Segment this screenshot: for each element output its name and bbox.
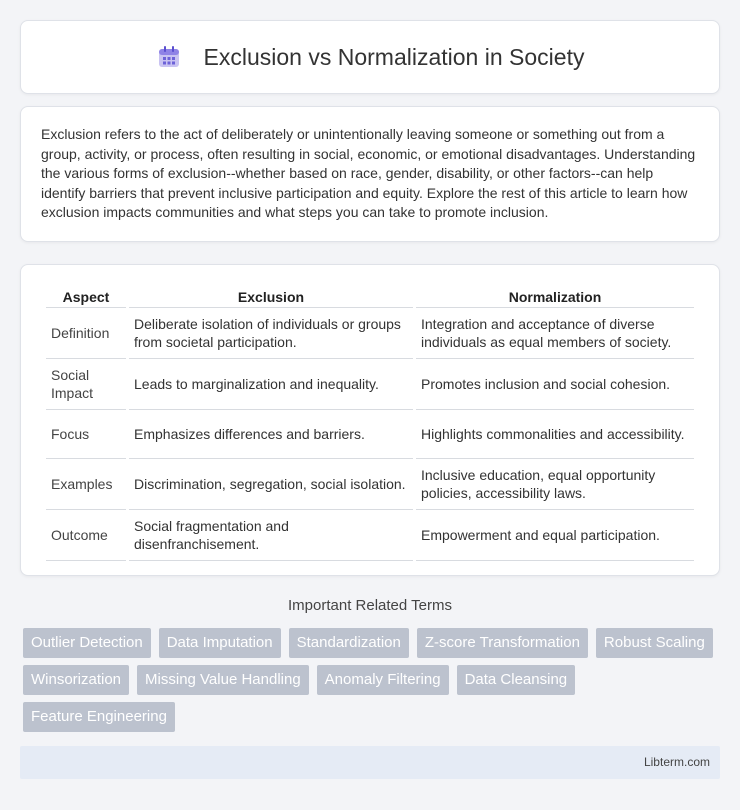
related-term-tag[interactable]: Outlier Detection [23,628,151,658]
header-card [20,20,720,94]
related-term-tag[interactable]: Feature Engineering [23,702,175,732]
table-row [46,459,694,510]
related-terms-list [23,628,723,732]
intro-card [20,106,720,242]
header-normalization: Normalization [416,285,694,308]
intro-paragraph: Exclusion refers to the act of deliberately or unintentionally leaving someone or something out from a group, activity, or process, often resulting in social, economic, or emotional disadvantages. Understanding the various forms of exclusion--whether based on race, gender, disability, or other factors--can help identify barriers that prevent inclusive participation and equity. Explore the rest of this article to learn how exclusion impacts communities and what steps you can take to promote inclusion. [41,126,696,220]
table-row [46,308,694,359]
comparison-table [43,285,697,561]
header-aspect: Aspect [46,285,126,308]
footer-site-link[interactable]: Libterm.com [643,755,710,769]
row-aspect: Examples [46,459,126,510]
related-term-tag[interactable]: Standardization [289,628,409,658]
row-normalization: Promotes inclusion and social cohesion. [416,359,694,410]
row-aspect: Outcome [46,510,126,561]
row-exclusion: Discrimination, segregation, social isolation. [129,459,413,510]
row-aspect: Social Impact [46,359,126,410]
table-row [46,410,694,459]
related-term-tag[interactable]: Robust Scaling [596,628,713,658]
row-aspect: Definition [46,308,126,359]
footer [20,746,720,779]
row-exclusion: Leads to marginalization and inequality. [129,359,413,410]
header-exclusion: Exclusion [129,285,413,308]
row-exclusion: Emphasizes differences and barriers. [129,410,413,459]
row-normalization: Integration and acceptance of diverse individuals as equal members of society. [416,308,694,359]
row-normalization: Empowerment and equal participation. [416,510,694,561]
comparison-card [20,264,720,576]
row-normalization: Highlights commonalities and accessibility. [416,410,694,459]
related-term-tag[interactable]: Missing Value Handling [137,665,309,695]
table-row [46,510,694,561]
row-aspect: Focus [46,410,126,459]
page-title: Exclusion vs Normalization in Society [203,43,585,70]
row-normalization: Inclusive education, equal opportunity policies, accessibility laws. [416,459,694,510]
related-term-tag[interactable]: Data Imputation [159,628,281,658]
row-exclusion: Social fragmentation and disenfranchisement. [129,510,413,561]
related-term-tag[interactable]: Winsorization [23,665,129,695]
calendar-icon [156,44,182,70]
related-term-tag[interactable]: Anomaly Filtering [317,665,449,695]
row-exclusion: Deliberate isolation of individuals or groups from societal participation. [129,308,413,359]
related-terms-title: Important Related Terms [288,597,452,614]
related-term-tag[interactable]: Z-score Transformation [417,628,588,658]
table-header-row [46,285,694,308]
related-term-tag[interactable]: Data Cleansing [457,665,576,695]
table-row [46,359,694,410]
